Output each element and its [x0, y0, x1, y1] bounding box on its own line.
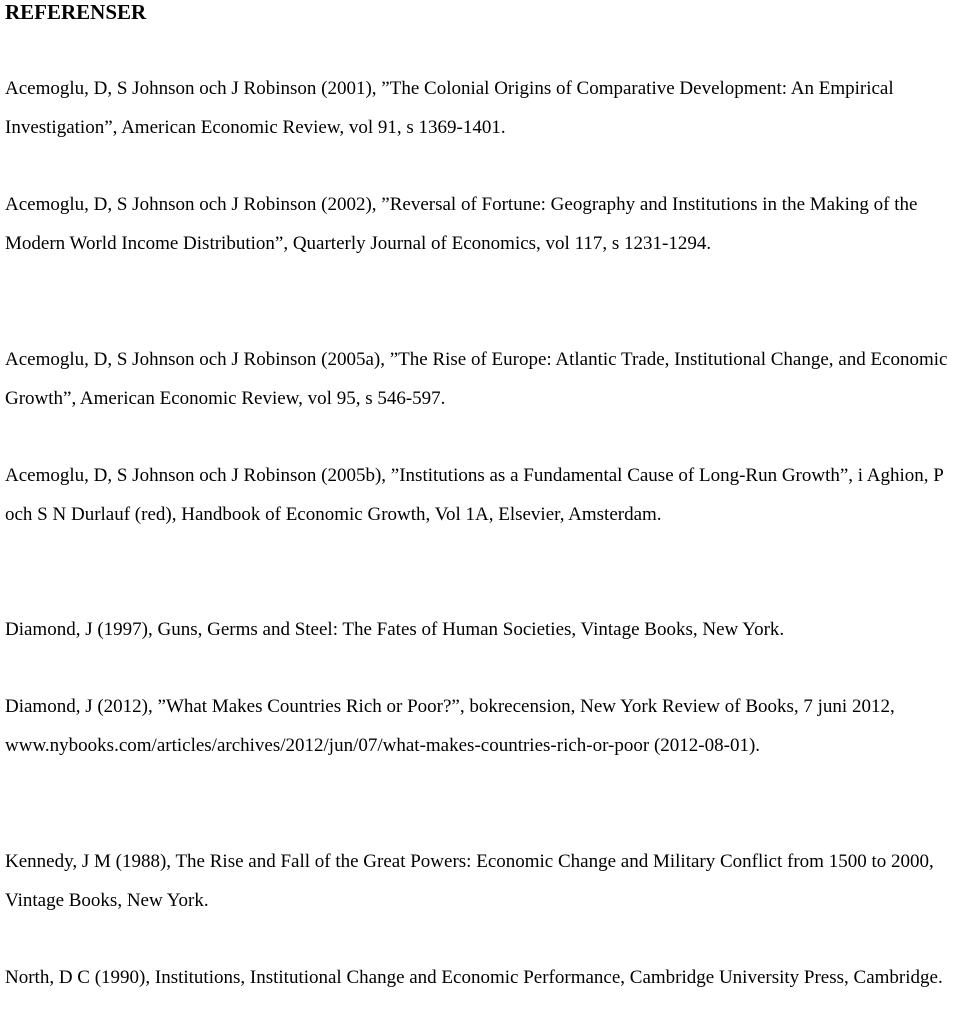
reference-item: Acemoglu, D, S Johnson och J Robinson (2001), ”The Colonial Origins of Comparative Development: An Empirical Investigation”, American Economic Review, vol 91, s 1369-1401. [5, 78, 894, 138]
reference-item: Acemoglu, D, S Johnson och J Robinson (2002), ”Reversal of Fortune: Geography and Institutions in the Making of the Modern World Income Distribution”, Quarterly Journal of Economics, vol 117, s 1231-1294. [5, 194, 918, 254]
reference-item: Acemoglu, D, S Johnson och J Robinson (2005a), ”The Rise of Europe: Atlantic Trade, Institutional Change, and Economic Growth”, American Economic Review, vol 95, s 546-597. [5, 349, 948, 409]
reference-item: Kennedy, J M (1988), The Rise and Fall of the Great Powers: Economic Change and Military Conflict from 1500 to 2000, Vintage Books, New York. [5, 851, 934, 911]
page-title: REFERENSER [5, 0, 147, 24]
reference-item: North, D C (1990), Institutions, Institutional Change and Economic Performance, Cambridge University Press, Cambridge. [5, 967, 943, 988]
reference-item: Diamond, J (1997), Guns, Germs and Steel: The Fates of Human Societies, Vintage Books, New York. [5, 619, 785, 640]
reference-item: Diamond, J (2012), ”What Makes Countries Rich or Poor?”, bokrecension, New York Review of Books, 7 juni 2012, www.nybooks.com/articles/archives/2012/jun/07/what-makes-countries-rich-or-poor (2012-08-01). [5, 696, 895, 756]
reference-item: Acemoglu, D, S Johnson och J Robinson (2005b), ”Institutions as a Fundamental Cause of Long-Run Growth”, i Aghion, P och S N Durlauf (red), Handbook of Economic Growth, Vol 1A, Elsevier, Amsterdam. [5, 465, 944, 525]
